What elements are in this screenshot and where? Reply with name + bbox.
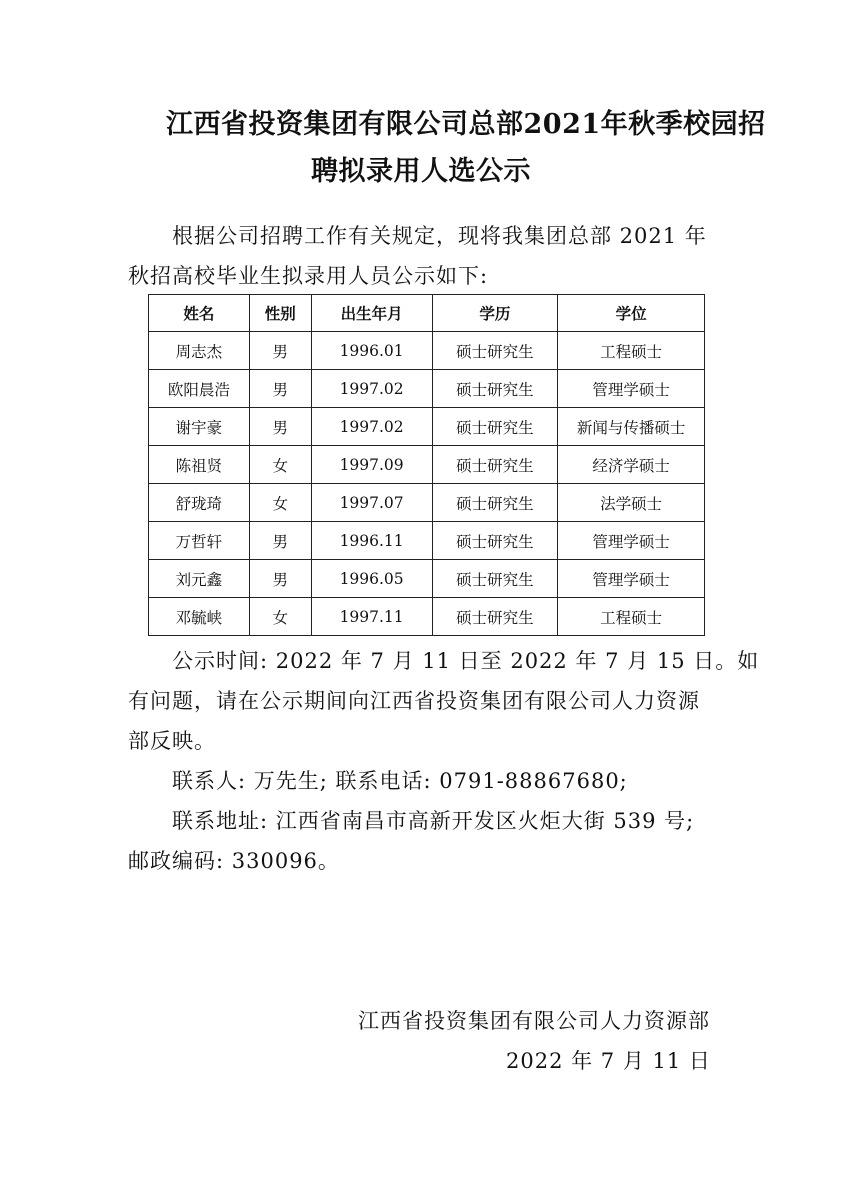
cell-degree: 法学硕士	[558, 484, 705, 522]
cell-education: 硕士研究生	[432, 446, 558, 484]
cell-birth: 1996.11	[311, 522, 432, 560]
table-row	[149, 484, 705, 522]
notice-line-3: 部反映。	[128, 729, 216, 753]
cell-name: 谢宇豪	[149, 408, 250, 446]
cell-degree: 经济学硕士	[558, 446, 705, 484]
cell-degree: 新闻与传播硕士	[558, 408, 705, 446]
cell-gender: 男	[249, 370, 311, 408]
header-gender: 性别	[249, 295, 311, 332]
cell-birth: 1996.01	[311, 332, 432, 370]
candidate-table	[148, 294, 705, 636]
cell-name: 陈祖贤	[149, 446, 250, 484]
document-title-line-2: 聘拟录用人选公示	[311, 156, 531, 187]
cell-birth: 1997.11	[311, 598, 432, 636]
cell-name: 邓毓峡	[149, 598, 250, 636]
cell-name: 周志杰	[149, 332, 250, 370]
cell-gender: 女	[249, 446, 311, 484]
cell-name: 刘元鑫	[149, 560, 250, 598]
cell-gender: 男	[249, 332, 311, 370]
cell-education: 硕士研究生	[432, 598, 558, 636]
cell-gender: 男	[249, 522, 311, 560]
cell-education: 硕士研究生	[432, 560, 558, 598]
cell-birth: 1997.02	[311, 408, 432, 446]
cell-gender: 女	[249, 484, 311, 522]
signature-organization: 江西省投资集团有限公司人力资源部	[358, 1009, 710, 1033]
table-row	[149, 446, 705, 484]
table-row	[149, 560, 705, 598]
cell-name: 舒珑琦	[149, 484, 250, 522]
cell-education: 硕士研究生	[432, 522, 558, 560]
table-row	[149, 332, 705, 370]
table-row	[149, 598, 705, 636]
cell-name: 万哲轩	[149, 522, 250, 560]
cell-birth: 1996.05	[311, 560, 432, 598]
table-row	[149, 408, 705, 446]
cell-degree: 管理学硕士	[558, 522, 705, 560]
cell-gender: 男	[249, 408, 311, 446]
cell-education: 硕士研究生	[432, 370, 558, 408]
header-birth: 出生年月	[311, 295, 432, 332]
contact-person: 联系人: 万先生; 联系电话: 0791-88867680;	[128, 769, 628, 793]
cell-birth: 1997.07	[311, 484, 432, 522]
notice-line-2: 有问题，请在公示期间向江西省投资集团有限公司人力资源	[128, 689, 700, 713]
header-name: 姓名	[149, 295, 250, 332]
cell-gender: 男	[249, 560, 311, 598]
table-header-row	[149, 295, 705, 332]
table-row	[149, 522, 705, 560]
cell-degree: 管理学硕士	[558, 560, 705, 598]
signature-date: 2022 年 7 月 11 日	[506, 1049, 711, 1073]
cell-gender: 女	[249, 598, 311, 636]
cell-education: 硕士研究生	[432, 408, 558, 446]
contact-address-line-2: 邮政编码: 330096。	[128, 849, 340, 873]
cell-birth: 1997.02	[311, 370, 432, 408]
cell-birth: 1997.09	[311, 446, 432, 484]
contact-address-line-1: 联系地址: 江西省南昌市高新开发区火炬大街 539 号;	[128, 809, 695, 833]
cell-education: 硕士研究生	[432, 332, 558, 370]
cell-degree: 工程硕士	[558, 598, 705, 636]
header-degree: 学位	[558, 295, 705, 332]
cell-degree: 工程硕士	[558, 332, 705, 370]
cell-name: 欧阳晨浩	[149, 370, 250, 408]
cell-education: 硕士研究生	[432, 484, 558, 522]
intro-line-1: 根据公司招聘工作有关规定，现将我集团总部 2021 年	[128, 224, 707, 248]
document-title-line-1: 江西省投资集团有限公司总部2021年秋季校园招	[166, 109, 766, 140]
header-education: 学历	[432, 295, 558, 332]
notice-line-1: 公示时间: 2022 年 7 月 11 日至 2022 年 7 月 15 日。如	[128, 649, 760, 673]
intro-line-2: 秋招高校毕业生拟录用人员公示如下:	[128, 264, 489, 288]
table-row	[149, 370, 705, 408]
cell-degree: 管理学硕士	[558, 370, 705, 408]
